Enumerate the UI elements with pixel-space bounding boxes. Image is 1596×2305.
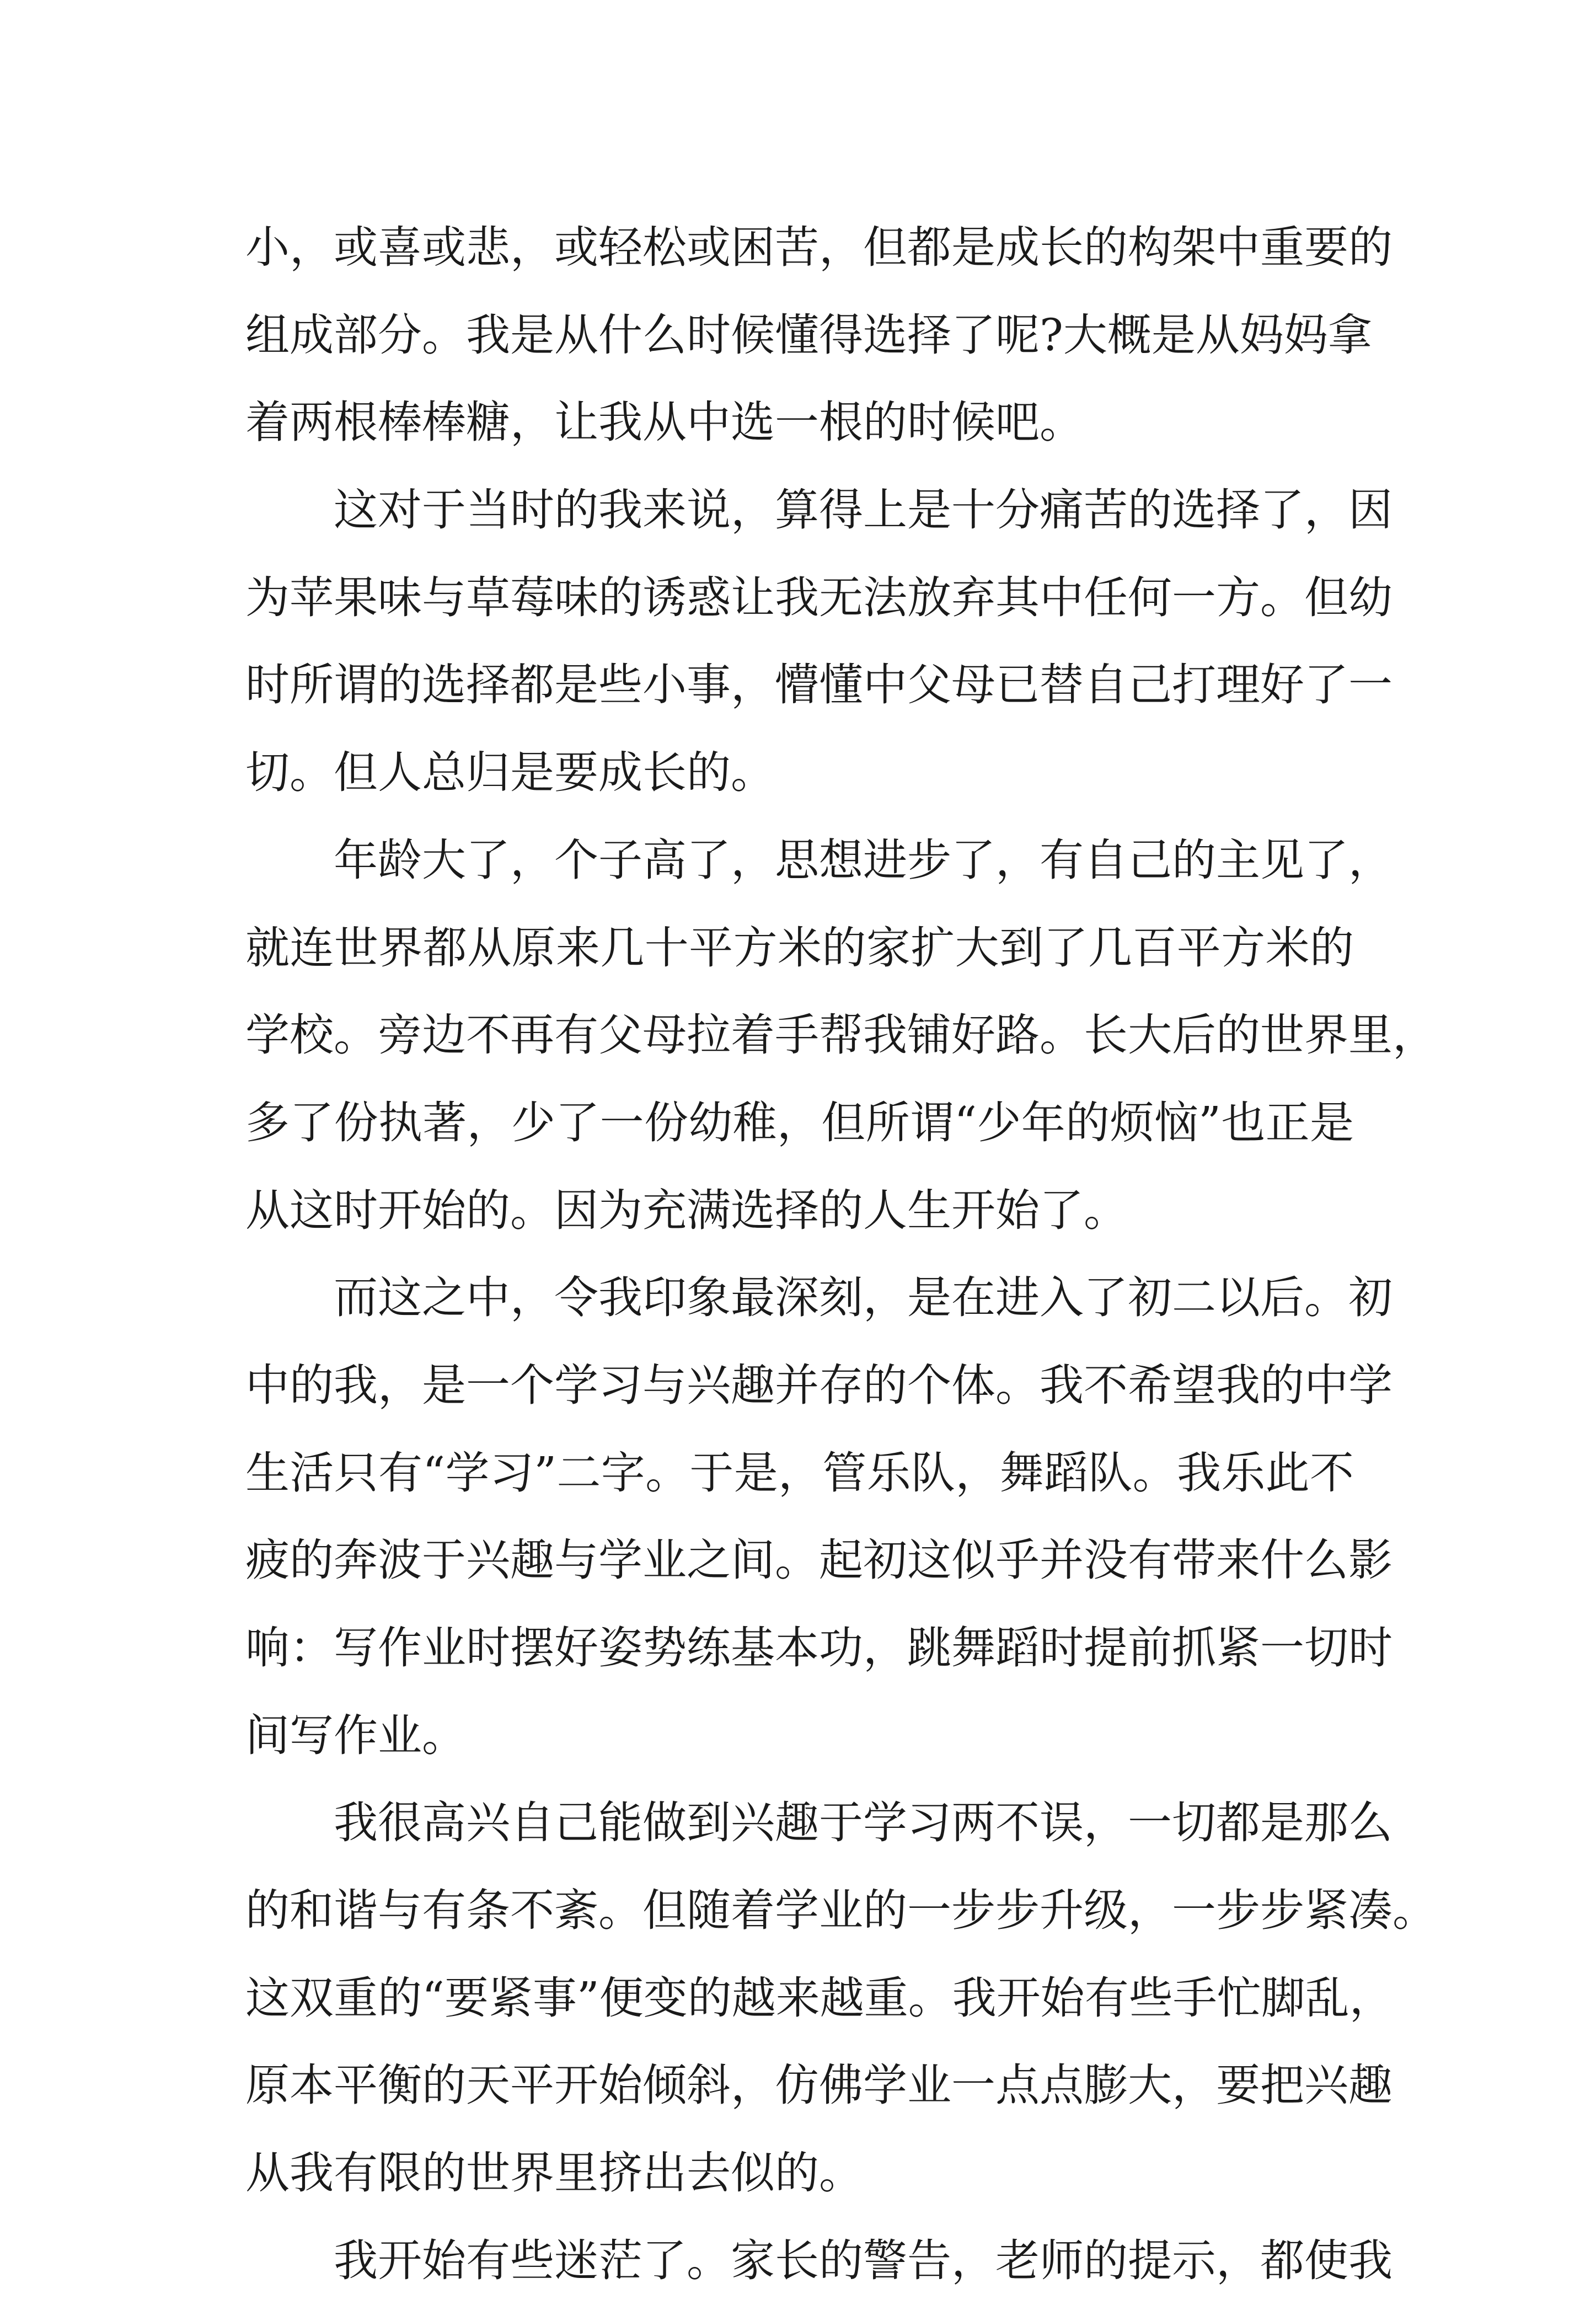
text-line: 原本平衡的天平开始倾斜，仿佛学业一点点膨大，要把兴趣 <box>245 2060 1393 2111</box>
body-text <box>245 204 1437 2305</box>
text-line: 的和谐与有条不紊。但随着学业的一步步升级，一步步紧凑。 <box>245 1885 1437 1937</box>
text-line: 组成部分。我是从什么时候懂得选择了呢?大概是从妈妈拿 <box>245 309 1372 361</box>
text-line: 着两根棒棒糖，让我从中选一根的时候吧。 <box>245 397 1084 448</box>
text-line: 而这之中，令我印象最深刻，是在进入了初二以后。初 <box>334 1272 1393 1324</box>
text-line: 我很高兴自己能做到兴趣于学习两不误，一切都是那么 <box>334 1797 1393 1849</box>
text-line: 我开始有些迷茫了。家长的警告，老师的提示，都使我 <box>334 2234 1393 2286</box>
text-line: 多了份执著，少了一份幼稚，但所谓“少年的烦恼”也正是 <box>245 1097 1354 1148</box>
text-line: 生活只有“学习”二字。于是，管乐队，舞蹈队。我乐此不 <box>245 1447 1354 1499</box>
text-line: 就连世界都从原来几十平方米的家扩大到了几百平方米的 <box>245 922 1354 974</box>
text-line: 切。但人总归是要成长的。 <box>245 747 775 799</box>
text-line: 学校。旁边不再有父母拉着手帮我铺好路。长大后的世界里， <box>245 1009 1437 1061</box>
text-line: 这对于当时的我来说，算得上是十分痛苦的选择了，因 <box>334 484 1393 536</box>
text-line: 疲的奔波于兴趣与学业之间。起初这似乎并没有带来什么影 <box>245 1534 1393 1586</box>
text-line: 从这时开始的。因为充满选择的人生开始了。 <box>245 1184 1128 1236</box>
text-line: 间写作业。 <box>245 1709 466 1761</box>
text-line: 响：写作业时摆好姿势练基本功，跳舞蹈时提前抓紧一切时 <box>245 1622 1393 1673</box>
text-line: 为苹果味与草莓味的诱惑让我无法放弃其中任何一方。但幼 <box>245 571 1393 623</box>
text-line: 小，或喜或悲，或轻松或困苦，但都是成长的构架中重要的 <box>245 222 1393 273</box>
text-line: 这双重的“要紧事”便变的越来越重。我开始有些手忙脚乱， <box>245 1972 1394 2024</box>
text-line: 从我有限的世界里挤出去似的。 <box>245 2147 863 2199</box>
text-line: 年龄大了，个子高了，思想进步了，有自己的主见了， <box>334 834 1393 886</box>
text-line: 中的我，是一个学习与兴趣并存的个体。我不希望我的中学 <box>245 1359 1393 1411</box>
text-line: 时所谓的选择都是些小事，懵懂中父母已替自己打理好了一 <box>245 659 1393 711</box>
